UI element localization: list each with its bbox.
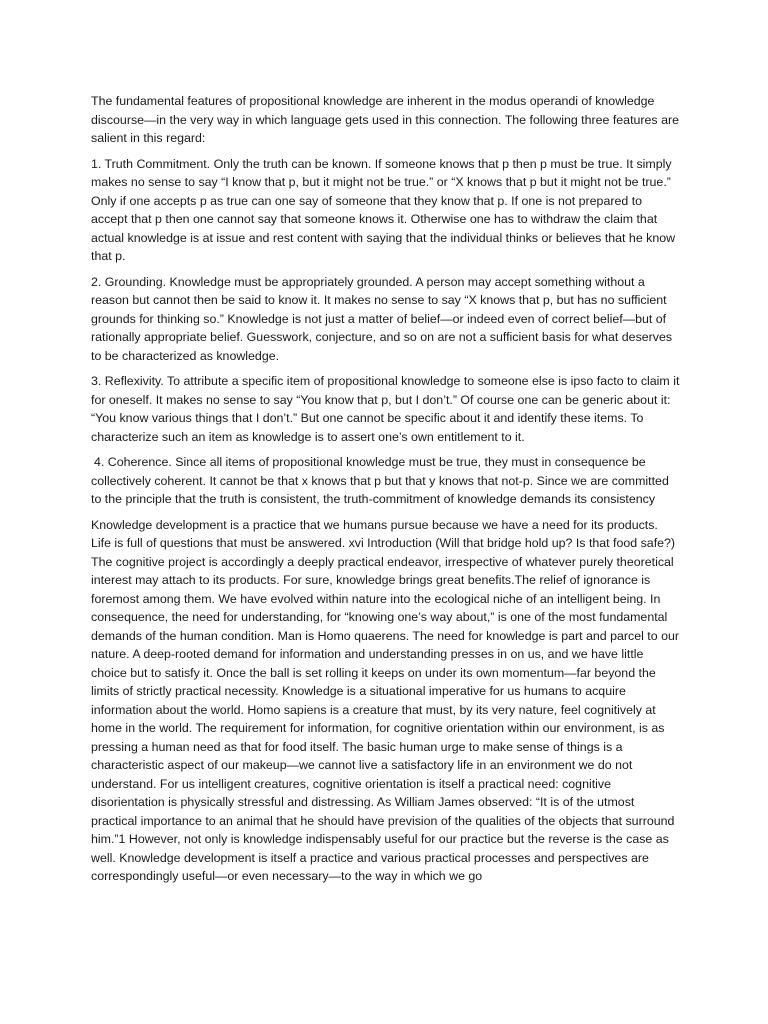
truth-commitment-paragraph: 1. Truth Commitment. Only the truth can be known. If someone knows that p then p must be true. It simply makes no sense to say “I know that p, but it might not be true.” or “X knows that p but it might not be true.” Only if one accepts p as true can one say of someone that they know that p. If one is not prepared to accept that p then one cannot say that someone knows it. Otherwise one has to withdraw the claim that actual knowledge is at issue and rest content with saying that the individual thinks or believes that he know that p.	[91, 156, 676, 263]
intro-paragraph: The fundamental features of propositional knowledge are inherent in the modus operandi of knowledge discourse—in the very way in which language gets used in this connection. The following three features are salient in this regard:	[91, 94, 679, 145]
coherence-paragraph: 4. Coherence. Since all items of propositional knowledge must be true, they must in consequence be collectively coherent. It cannot be that x knows that p but that y knows that not-p. Since we are committed to the principle that the truth is consistent, the truth-commitment of knowledge demands its consistency	[91, 455, 669, 506]
reflexivity-paragraph: 3. Reflexivity. To attribute a specific item of propositional knowledge to someone else is ipso facto to claim it for oneself. It makes no sense to say “You know that p, but I don’t.” Of course one can be generic about it: “You know various things that I don’t.” But one cannot be specific about it and identify these items. To characterize such an item as knowledge is to assert one’s own entitlement to it.	[91, 374, 680, 444]
grounding-paragraph: 2. Grounding. Knowledge must be appropriately grounded. A person may accept something without a reason but cannot then be said to know it. It makes no sense to say “X knows that p, but has no sufficient grounds for thinking so.” Knowledge is not just a matter of belief—or indeed even of correct belief—but of rationally appropriate belief. Guesswork, conjecture, and so on are not a sufficient basis for what deserves to be characterized as knowledge.	[91, 274, 673, 363]
knowledge-development-paragraph: Knowledge development is a practice that we humans pursue because we have a need for its products. Life is full of questions that must be answered. xvi Introduction (Will that bridge hold up? Is that food safe?) The cognitive project is accordingly a deeply practical endeavor, irrespective of whatever purely theoretical interest may attach to its products. For sure, knowledge brings great benefits.The relief of ignorance is foremost among them. We have evolved within nature into the ecological niche of an intelligent being. In consequence, the need for understanding, for “knowing one’s way about,” is one of the most fundamental demands of the human condition. Man is Homo quaerens. The need for knowledge is part and parcel to our nature. A deep-rooted demand for information and understanding presses in on us, and we have little choice but to satisfy it. Once the ball is set rolling it keeps on under its own momentum—far beyond the limits of strictly practical necessity. Knowledge is a situational imperative for us humans to acquire information about the world. Homo sapiens is a creature that must, by its very nature, feel cognitively at home in the world. The requirement for information, for cognitive orientation within our environment, is as pressing a human need as that for food itself. The basic human urge to make sense of things is a characteristic aspect of our makeup—we cannot live a satisfactory life in an environment we do not understand. For us intelligent creatures, cognitive orientation is itself a practical need: cognitive disorientation is physically stressful and distressing. As William James observed: “It is of the utmost practical importance to an animal that he should have prevision of the qualities of the objects that surround him.”1 However, not only is knowledge indispensably useful for our practice but the reverse is the case as well. Knowledge development is itself a practice and various practical processes and perspectives are correspondingly useful—or even necessary—to the way in which we go	[91, 517, 679, 883]
document-page	[91, 92, 681, 893]
